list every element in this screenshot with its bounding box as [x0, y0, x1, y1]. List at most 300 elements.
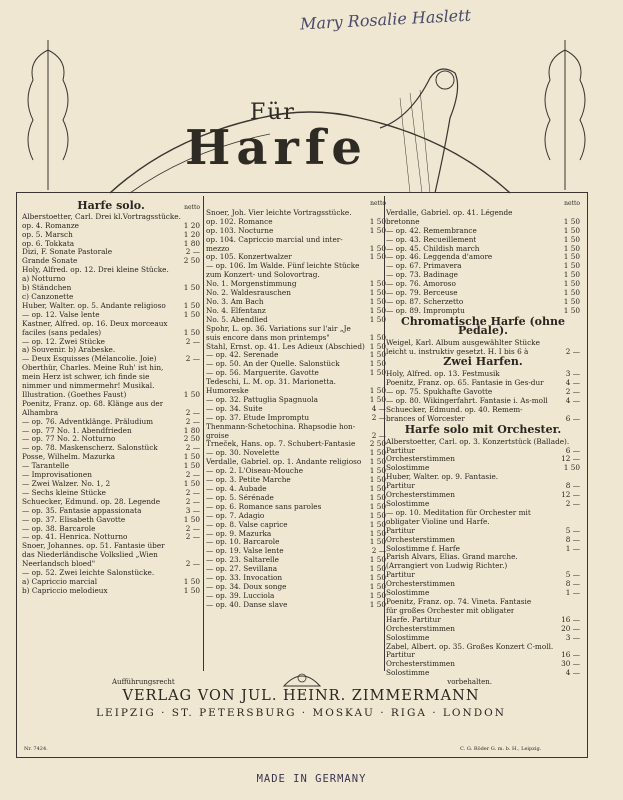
catalog-entry [206, 494, 386, 503]
catalog-entry [22, 311, 200, 320]
catalog-entry [386, 245, 580, 254]
catalog-entry [206, 458, 386, 467]
entry-title: — op. 67. Primavera [386, 262, 462, 271]
catalog-entry [206, 253, 386, 262]
entry-title: Alberstoetter, Carl. op. 3. Konzertstück (Ballade). [386, 437, 570, 446]
section-heading-chromatische-harfe: Chromatische Harfe (ohne Pedale). [400, 314, 566, 337]
entry-title: Kastner, Alfred. op. 16. Deux morceaux [22, 319, 168, 328]
entry-price: 2 — [371, 413, 386, 422]
entry-price: 1 50 [369, 351, 386, 360]
entry-price: 2 — [185, 248, 200, 257]
left-laurel-ornament [18, 30, 78, 195]
entry-price [197, 400, 200, 409]
catalog-entry [206, 209, 386, 218]
entry-title: — op. 79. Berceuse [386, 289, 458, 298]
catalog-entry [386, 607, 580, 616]
catalog-entry [22, 489, 200, 498]
entry-title: Thenmann-Schetochina. Rhapsodie hon- [206, 422, 356, 431]
entry-price: 2 — [565, 347, 580, 356]
entry-price: 4 — [371, 404, 386, 413]
rights-left: Aufführungsrecht [112, 678, 175, 686]
entry-price [197, 364, 200, 373]
entry-title: Snoer, Joh. Vier leichte Vortragsstücke. [206, 208, 352, 217]
catalog-entry [22, 346, 200, 355]
entry-price: 6 — [565, 414, 580, 423]
catalog-entry [386, 289, 580, 298]
catalog-entry [22, 382, 200, 391]
catalog-entry [22, 293, 200, 302]
entry-price: 1 50 [369, 556, 386, 565]
catalog-entry [386, 660, 580, 669]
catalog-entry [206, 556, 386, 565]
entry-title: — Zwei Walzer. No. 1, 2 [22, 480, 111, 488]
section-heading-zwei-harfen: Zwei Harfen. [443, 355, 523, 369]
entry-price: 1 50 [183, 462, 200, 471]
catalog-entry [22, 507, 200, 516]
entry-title: Poenitz, Franz. op. 65. Fantasie in Ges-dur [386, 379, 544, 388]
entry-price: 12 — [561, 455, 580, 464]
entry-title: b) Ständchen [22, 284, 72, 293]
entry-price: 1 50 [563, 464, 580, 473]
catalog-entry [206, 369, 386, 378]
entry-title: — op. 33. Invocation [206, 574, 283, 583]
entry-title: Partitur [386, 651, 415, 660]
entry-title: zum Konzert- und Solovortrag. [206, 271, 320, 280]
entry-title: Zabel, Albert. op. 35. Großes Konzert C-moll. [386, 642, 554, 651]
catalog-entry [206, 574, 386, 583]
catalog-entry [206, 334, 386, 343]
entry-title: — op. 34. Doux songe [206, 582, 287, 591]
entry-title: No. 3. Am Bach [206, 297, 264, 306]
entry-price: 2 50 [183, 257, 200, 266]
catalog-entry [22, 329, 200, 338]
catalog-entry [386, 625, 580, 634]
entry-price [577, 509, 580, 518]
plate-number: Nr. 7424. [24, 746, 48, 752]
catalog-entry [22, 391, 200, 400]
entry-title: — op. 40. Danse slave [206, 600, 288, 609]
entry-price: 1 — [565, 544, 580, 553]
catalog-entry [22, 453, 200, 462]
entry-title: Verdalle, Gabriel. op. 1. Andante religioso [206, 458, 362, 467]
entry-price: 1 20 [183, 230, 200, 239]
catalog-entry [386, 643, 580, 652]
entry-title: op. 5. Marsch [22, 230, 73, 239]
catalog-entry [386, 580, 580, 589]
entry-title: — op. 78. Maskenscherz. Salonstück [22, 444, 158, 453]
catalog-entry [206, 387, 386, 396]
title-fur: Für [250, 100, 296, 125]
catalog-entry [206, 307, 386, 316]
catalog-entry [22, 427, 200, 436]
catalog-entry [22, 213, 200, 222]
entry-title: — op. 45. Childish march [386, 244, 480, 253]
entry-price: 1 50 [369, 297, 386, 306]
entry-title: — op. 80. Wikingerfahrt. Fantasie i. As-moll [386, 397, 548, 406]
catalog-entry [206, 423, 386, 432]
catalog-entry [386, 455, 580, 464]
entry-price: 1 50 [183, 586, 200, 595]
entry-price: 1 50 [563, 280, 580, 289]
entry-title: — op. 9. Mazurka [206, 529, 272, 538]
entry-title: Alhambra [22, 408, 59, 417]
entry-title: Neerlandsch bloed" [22, 560, 96, 569]
catalog-entry [206, 538, 386, 547]
catalog-column-2 [206, 200, 386, 610]
entry-title: Solostimme [386, 669, 430, 678]
entry-title: mezzo [206, 244, 230, 253]
entry-price: 16 — [561, 615, 580, 624]
catalog-entry [386, 209, 580, 218]
printer-credit: C. G. Röder G. m. b. H., Leipzig. [460, 746, 542, 752]
entry-title: — op. 75. Spukhafte Gavotte [386, 388, 493, 397]
entry-title: op. 102. Romance [206, 217, 273, 226]
entry-title: Orchesterstimmen [386, 535, 455, 544]
catalog-entry [22, 320, 200, 329]
catalog-entry [386, 616, 580, 625]
entry-title: a) Capriccio marcial [22, 577, 98, 586]
entry-title: Parish Alvars, Elias. Grand marche. [386, 553, 518, 562]
entry-title: — op. 37. Elisabeth Gavotte [22, 515, 126, 524]
entry-title: op. 103. Nocturne [206, 226, 274, 235]
entry-price: 1 50 [369, 360, 386, 369]
catalog-entry [206, 476, 386, 485]
entry-title: Orchesterstimmen [386, 580, 455, 589]
entry-title: op. 104. Capriccio marcial und inter- [206, 235, 343, 244]
entry-price [197, 275, 200, 284]
entry-price: 1 50 [369, 485, 386, 493]
entry-price [197, 213, 200, 222]
catalog-entry [386, 388, 580, 397]
entry-price: 1 50 [369, 342, 386, 351]
entry-title: Verdalle, Gabriel. op. 41. Légende [386, 208, 513, 217]
entry-price: 1 50 [369, 520, 386, 529]
entry-title: — op. 30. Novelette [206, 449, 280, 458]
catalog-entry [22, 560, 200, 569]
entry-price: 1 20 [183, 221, 200, 230]
entry-price: 1 50 [563, 217, 580, 226]
entry-title: Partitur [386, 482, 415, 491]
entry-price [577, 473, 580, 482]
entry-price [577, 438, 580, 447]
catalog-entry [206, 298, 386, 307]
entry-price: 1 50 [369, 476, 386, 485]
entry-price: 1 50 [183, 577, 200, 586]
entry-title: Oberthür, Charles. Meine Ruh' ist hin, [22, 364, 164, 373]
entry-price: 1 50 [369, 538, 386, 547]
entry-price [197, 320, 200, 329]
entry-title: — op. 6. Romance sans paroles [206, 502, 322, 511]
catalog-entry [22, 240, 200, 249]
catalog-entry [386, 464, 580, 473]
entry-price: 1 50 [369, 244, 386, 253]
rights-line [22, 678, 582, 686]
entry-price: 5 — [565, 526, 580, 535]
catalog-entry [206, 351, 386, 360]
entry-price: 2 — [565, 500, 580, 508]
catalog-entry [206, 405, 386, 414]
entry-title: faciles (sans pedales) [22, 328, 102, 337]
entry-price: 1 80 [183, 239, 200, 248]
catalog-entry [386, 218, 580, 227]
entry-price: 1 50 [369, 289, 386, 298]
catalog-entry [22, 471, 200, 480]
entry-price: 4 — [565, 669, 580, 678]
entry-title: — op. 23. Saltarelle [206, 556, 280, 565]
entry-price: 2 — [185, 488, 200, 497]
entry-title: b) Capriccio melodieux [22, 586, 108, 595]
catalog-entry [22, 516, 200, 525]
entry-price [197, 266, 200, 275]
entry-title: mein Herz ist schwer, ich finde sie [22, 373, 150, 382]
entry-price: 3 — [565, 370, 580, 379]
entry-title: — op. 7. Adagio [206, 511, 265, 520]
entry-title: — op. 77 No. 1. Abendfrieden [22, 426, 132, 435]
entry-price: 1 50 [369, 306, 386, 315]
price-header: netto [564, 200, 580, 207]
entry-title: — op. 35. Fantasie appassionata [22, 506, 142, 515]
catalog-entry [386, 598, 580, 607]
entry-price: 1 50 [369, 387, 386, 396]
entry-title: — Deux Esquisses (Mélancolie. Joie) [22, 355, 157, 364]
entry-title: Illustration. (Goethes Faust) [22, 390, 127, 399]
entry-price: 1 50 [183, 390, 200, 399]
catalog-entry [22, 569, 200, 578]
catalog-entry [22, 275, 200, 284]
catalog-entry [22, 302, 200, 311]
entry-title: Partitur [386, 571, 415, 580]
column-divider [203, 196, 204, 671]
entry-price: 1 80 [183, 426, 200, 435]
entry-price: 3 — [565, 633, 580, 642]
entry-price [197, 542, 200, 551]
entry-price: 1 50 [369, 449, 386, 458]
entry-price [197, 569, 200, 578]
catalog-entry [22, 578, 200, 587]
right-laurel-ornament [535, 30, 595, 195]
catalog-entry [386, 651, 580, 660]
made-in-germany-stamp: MADE IN GERMANY [256, 773, 367, 785]
entry-title: — op. 34. Suite [206, 404, 263, 413]
catalog-entry [206, 432, 386, 441]
entry-title: Snoer, Johannes. op. 51. Fantasie über [22, 542, 165, 551]
catalog-entry [22, 435, 200, 444]
entry-title: — op. 76. Amoroso [386, 280, 456, 289]
entry-price: 1 50 [369, 369, 386, 378]
entry-price: 12 — [561, 491, 580, 500]
entry-title: Schuecker, Edmund. op. 28. Legende [22, 497, 161, 506]
catalog-entry [206, 396, 386, 405]
entry-title: — Improvisationen [22, 471, 92, 480]
entry-price: 1 50 [183, 453, 200, 462]
entry-price: 1 50 [369, 217, 386, 226]
catalog-entry [386, 518, 580, 527]
entry-price: 1 50 [369, 315, 386, 324]
catalog-entry [386, 379, 580, 388]
entry-title: Holy, Alfred. op. 12. Drei kleine Stücke. [22, 266, 169, 275]
entry-title: op. 105. Konzertwalzer [206, 253, 292, 262]
entry-price: 1 50 [369, 333, 386, 342]
entry-title: a) Souvenir. b) Arabeske. [22, 346, 116, 355]
entry-price: 1 50 [369, 582, 386, 591]
catalog-entry [206, 503, 386, 512]
publisher-name: VERLAG VON JUL. HEINR. ZIMMERMANN [122, 688, 480, 704]
entry-price [197, 382, 200, 391]
entry-title: — op. 2. L'Oiseau-Mouche [206, 467, 304, 476]
entry-price: 1 50 [369, 493, 386, 502]
catalog-column-3 [386, 200, 580, 678]
entry-price: 1 50 [369, 467, 386, 476]
catalog-entry [386, 571, 580, 580]
handwritten-signature: Mary Rosalie Haslett [299, 5, 472, 34]
entry-price [577, 607, 580, 616]
entry-title: — op. 8. Valse caprice [206, 520, 288, 529]
entry-price: 1 50 [369, 511, 386, 520]
catalog-entry [386, 634, 580, 643]
entry-title: Orchesterstimmen [386, 491, 455, 500]
entry-title: — op. 73. Badinage [386, 271, 458, 280]
entry-title: Schuecker, Edmund. op. 40. Remem- [386, 405, 523, 414]
entry-title: Partitur [386, 446, 415, 455]
entry-title: — op. 42. Serenade [206, 351, 279, 360]
catalog-entry [206, 245, 386, 254]
entry-price: 1 50 [563, 297, 580, 306]
entry-price: 1 50 [563, 226, 580, 235]
entry-title: — op. 87. Scherzetto [386, 297, 464, 306]
entry-price: 1 50 [563, 271, 580, 280]
entry-price: 1 50 [369, 574, 386, 583]
entry-title: — op. 38. Barcarole [22, 524, 96, 533]
entry-price: 1 50 [369, 529, 386, 538]
catalog-entry [386, 271, 580, 280]
entry-price: 2 — [371, 547, 386, 556]
entry-title: groise [206, 431, 229, 440]
catalog-entry [22, 284, 200, 293]
catalog-entry [386, 447, 580, 456]
entry-title: — op. 37. Etude Impromptu [206, 413, 310, 422]
entry-title: — op. 4. Aubade [206, 485, 267, 493]
entry-price: 1 50 [563, 253, 580, 262]
entry-price: 1 50 [183, 301, 200, 310]
entry-price: 2 — [185, 417, 200, 426]
entry-title: Humoreske [206, 387, 249, 396]
entry-price: 1 50 [183, 515, 200, 524]
entry-title: — op. 56. Marguerite. Gavotte [206, 369, 319, 378]
entry-price: 2 50 [183, 435, 200, 444]
entry-price: 1 50 [369, 458, 386, 467]
entry-price: 8 — [565, 580, 580, 589]
entry-title: Orchesterstimmen [386, 660, 455, 669]
catalog-entry [206, 227, 386, 236]
entry-title: No. 5. Abendlied [206, 315, 268, 324]
entry-title: Grande Sonate [22, 257, 78, 266]
entry-title: Solostimme [386, 633, 430, 642]
catalog-entry [386, 438, 580, 447]
entry-price: 1 50 [369, 226, 386, 235]
catalog-entry [386, 553, 580, 562]
entry-price: 2 — [185, 471, 200, 480]
entry-title: op. 6. Tokkata [22, 239, 75, 248]
entry-title: nimmer und nimmermehr! Musikal. [22, 382, 155, 391]
entry-price: 1 50 [563, 262, 580, 271]
catalog-entry [206, 325, 386, 334]
entry-title: Alberstoetter, Carl. Drei kl.Vortragsstücke. [22, 212, 181, 221]
entry-price: 30 — [561, 660, 580, 669]
entry-title: op. 4. Romanze [22, 221, 80, 230]
catalog-entry [206, 271, 386, 280]
catalog-entry [206, 316, 386, 325]
price-header: netto [184, 203, 200, 211]
entry-title: Solostimme [386, 500, 430, 508]
entry-price: 1 50 [563, 244, 580, 253]
entry-title: — op. 106. Im Walde. Fünf leichte Stücke [206, 262, 360, 271]
catalog-entry [206, 583, 386, 592]
entry-price [577, 553, 580, 562]
catalog-entry [22, 444, 200, 453]
catalog-entry [386, 545, 580, 554]
entry-title: — op. 46. Leggenda d'amore [386, 253, 493, 262]
entry-title: Huber, Walter. op. 9. Fantasie. [386, 473, 499, 482]
catalog-entry [22, 551, 200, 560]
section-heading-harfe-solo: Harfe solo. [77, 199, 145, 212]
catalog-entry [206, 449, 386, 458]
entry-title: — op. 89. Impromptu [386, 306, 465, 315]
entry-title: — op. 77 No. 2. Notturno [22, 435, 116, 444]
title-harfe: Harfe [185, 120, 368, 176]
entry-title: Weigel, Karl. Album ausgewählter Stücke [386, 338, 540, 347]
entry-title: Poenitz, Franz. op. 68. Klänge aus der [22, 399, 164, 408]
entry-title: brances of Worcester [386, 414, 465, 423]
catalog-entry [206, 280, 386, 289]
entry-title: Partitur [386, 526, 415, 535]
entry-title: Solostimme [386, 589, 430, 598]
entry-title: — op. 42. Remembrance [386, 226, 477, 235]
entry-price: 1 50 [563, 235, 580, 244]
catalog-entry [386, 370, 580, 379]
entry-price: 2 — [185, 408, 200, 417]
price-header: netto [370, 200, 386, 207]
catalog-entry [386, 227, 580, 236]
entry-title: a) Notturno [22, 275, 66, 284]
catalog-entry [386, 339, 580, 348]
catalog-entry [206, 378, 386, 387]
entry-title: Orchesterstimmen [386, 455, 455, 464]
catalog-entry [206, 521, 386, 530]
catalog-entry [206, 289, 386, 298]
entry-title: — op. 5. Sérénade [206, 493, 274, 502]
catalog-entry [386, 253, 580, 262]
entry-title: Solostimme f. Harfe [386, 544, 460, 553]
entry-title: obligater Violine und Harfe. [386, 517, 490, 526]
catalog-entry [22, 533, 200, 542]
catalog-entry [206, 512, 386, 521]
catalog-entry [22, 418, 200, 427]
entry-price [577, 209, 580, 218]
entry-price: 1 50 [369, 280, 386, 289]
entry-title: — op. 27. Sevillana [206, 565, 278, 574]
entry-price [577, 406, 580, 415]
entry-price: 1 50 [369, 502, 386, 511]
entry-title: — Sechs kleine Stücke [22, 488, 106, 497]
entry-title: bretonne [386, 217, 420, 226]
entry-price: 1 50 [369, 591, 386, 600]
entry-title: — op. 10. Meditation für Orchester mit [386, 508, 531, 517]
entry-title: — op. 10. Barcarole [206, 538, 280, 547]
catalog-entry [206, 530, 386, 539]
catalog-entry [22, 480, 200, 489]
catalog-entry [206, 547, 386, 556]
entry-price: 1 50 [369, 565, 386, 574]
